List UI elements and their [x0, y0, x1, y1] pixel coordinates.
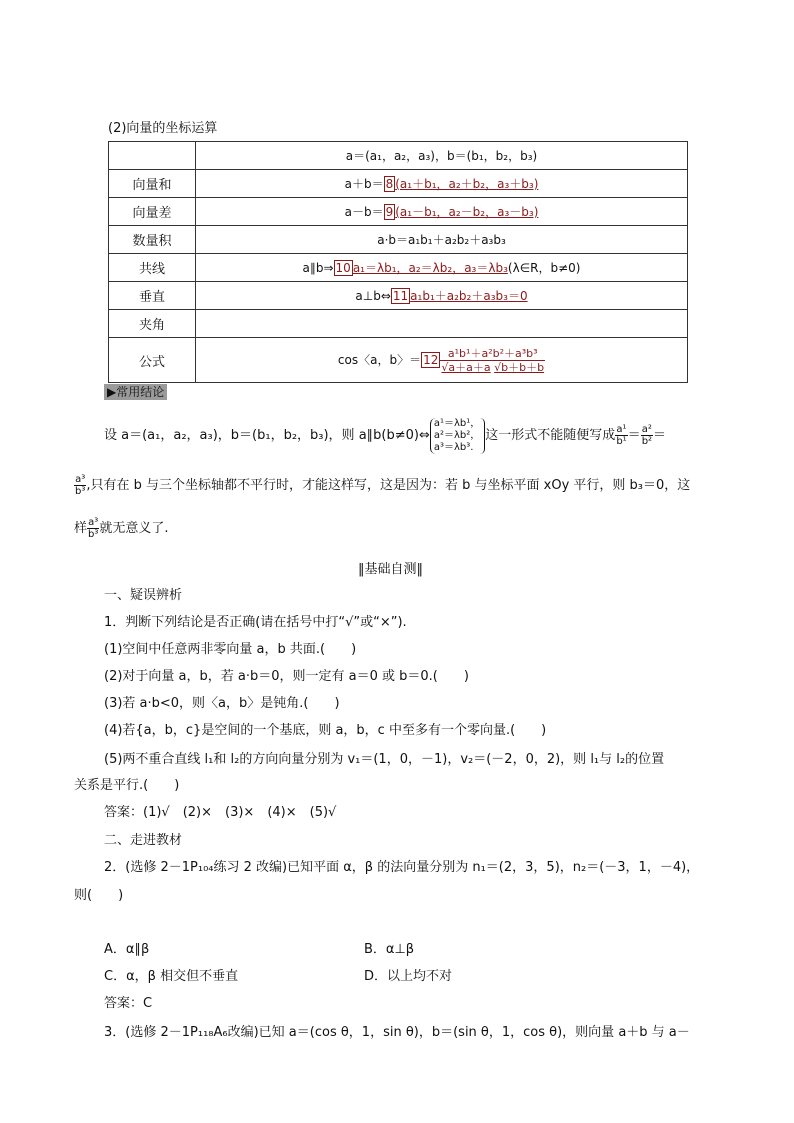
- table-row: 共线 a∥b⇒ 10 a₁＝λb₁，a₂＝λb₂，a₃＝λb₃(λ∈R，b≠0): [109, 254, 688, 282]
- section-heading: (2)向量的坐标运算: [108, 121, 218, 136]
- q1-item: (1)空间中任意两非零向量 a，b 共面.( ): [104, 642, 357, 657]
- table-row: [109, 310, 688, 338]
- answer-number-box: 8: [385, 177, 394, 191]
- q2-stem-continued: 则( ): [74, 888, 124, 903]
- ratio-fraction: $\frac{\text{a²}}{\text{b²}}$: [641, 424, 653, 447]
- table-row: [109, 226, 688, 254]
- q2-answer: 答案：C: [104, 996, 153, 1011]
- conclusion-line-2: $\frac{\text{a³}}{\text{b³}}$ ,只有在 b 与三个坐标轴都不平行时，才能这样写，这是因为：若 b 与坐标平面 xOy 平行，则 b₃＝0，这: [75, 474, 691, 497]
- row-label: 垂直: [109, 282, 196, 310]
- part2-title: 二、走进教材: [104, 833, 183, 848]
- part1-title: 一、疑误辨析: [104, 588, 183, 603]
- ratio-fraction: $\frac{\text{a³}}{\text{b³}}$: [75, 474, 86, 497]
- answer-number-box: 11: [392, 289, 409, 303]
- q1-item: (2)对于向量 a，b，若 a·b＝0，则一定有 a＝0 或 b＝0.( ): [104, 669, 469, 684]
- table-row: 垂直 a⊥b⇔ 11 a₁b₁＋a₂b₂＋a₃b₃＝0: [109, 282, 688, 310]
- option-c: C．α，β 相交但不垂直: [104, 969, 239, 984]
- coordinate-operations-table: [108, 141, 688, 383]
- self-test-title: ‖基础自测‖: [358, 562, 424, 577]
- cosine-fraction: $\frac{\text{a¹b¹＋a²b²＋a³b³}}{√a+a+a √b+b+b}$: [441, 346, 545, 374]
- answer-number-box: 9: [385, 205, 394, 219]
- row-label: 夹角: [109, 310, 196, 338]
- ratio-fraction: $\frac{\text{a³}}{\text{b³}}$: [88, 517, 99, 540]
- row-label: 数量积: [109, 226, 196, 254]
- q1-answer: 答案：(1)√ (2)× (3)× (4)× (5)√: [104, 805, 337, 820]
- conclusion-line-3: 样 $\frac{\text{a³}}{\text{b³}}$ 就无意义了.: [74, 517, 169, 540]
- option-d: D．以上均不对: [364, 969, 453, 984]
- row-label: 向量和: [109, 170, 196, 198]
- conclusion-tag: ▶常用结论: [104, 383, 167, 400]
- q1-item: (3)若 a·b<0，则〈a，b〉是钝角.( ): [104, 696, 340, 711]
- q2-stem: 2．(选修 2－1P₁₀₄练习 2 改编)已知平面 α，β 的法向量分别为 n₁＝(2，3，5)，n₂＝(－3，1，－4)，: [104, 860, 700, 875]
- table-header-row: [109, 142, 688, 170]
- answer-number-box: 12: [423, 352, 439, 367]
- fill-in-answer: a₁b₁＋a₂b₂＋a₃b₃＝0: [410, 289, 528, 303]
- fill-in-answer: (a₁－b₁，a₂－b₂，a₃－b₃): [395, 205, 539, 219]
- row-label: 公式: [109, 338, 196, 383]
- fill-in-answer: a₁＝λb₁，a₂＝λb₂，a₃＝λb₃: [352, 261, 508, 275]
- table-row: 向量差 a－b＝ 9 (a₁－b₁，a₂－b₂，a₃－b₃): [109, 198, 688, 226]
- option-b: B．α⊥β: [364, 942, 415, 957]
- q1-item: (4)若{a，b，c}是空间的一个基底，则 a，b，c 中至多有一个零向量.( ): [104, 723, 547, 738]
- q3-stem: 3．(选修 2－1P₁₁₈A₆改编)已知 a＝(cos θ，1，sin θ)，b＝(sin θ，1，cos θ)，则向量 a＋b 与 a－: [104, 1025, 690, 1040]
- ratio-fraction: $\frac{\text{a¹}}{\text{b¹}}$: [616, 424, 627, 447]
- row-label: 共线: [109, 254, 196, 282]
- collinear-system: a¹＝λb¹， a²＝λb²， a³＝λb³.: [430, 418, 480, 454]
- dot-product-formula: a·b＝a₁b₁＋a₂b₂＋a₃b₃: [196, 226, 688, 254]
- answer-number-box: 10: [335, 261, 351, 275]
- option-a: A．α∥β: [104, 942, 150, 957]
- table-row: 向量和 a＋b＝ 8 (a₁＋b₁，a₂＋b₂，a₃＋b₃): [109, 170, 688, 198]
- q1-stem: 1．判断下列结论是否正确(请在括号中打“√”或“×”).: [104, 615, 407, 630]
- conclusion-line-1: 设 a＝(a₁，a₂，a₃)，b＝(b₁，b₂，b₃)，则 a∥b(b≠0)⇔ a¹＝λb¹， a²＝λb²， a³＝λb³. 这一形式不能随便写成 $\frac{\text{a¹}}{\text{b¹}}$ ＝ $\frac{\text{a²}}{\text{b²}}$ ＝: [104, 417, 667, 453]
- table-row: 公式 cos〈a，b〉＝ 12 $\frac{\text{a¹b¹＋a²b²＋a³b³}}{√a+a+a √b+b+b}$: [109, 338, 688, 383]
- table-header: a＝(a₁，a₂，a₃)，b＝(b₁，b₂，b₃): [196, 142, 688, 170]
- q1-item: (5)两不重合直线 l₁和 l₂的方向向量分别为 v₁＝(1，0，－1)，v₂＝(－2，0，2)，则 l₁与 l₂的位置: [104, 752, 665, 767]
- row-label: 向量差: [109, 198, 196, 226]
- fill-in-answer: (a₁＋b₁，a₂＋b₂，a₃＋b₃): [395, 177, 539, 191]
- q1-item-continued: 关系是平行.( ): [74, 778, 180, 793]
